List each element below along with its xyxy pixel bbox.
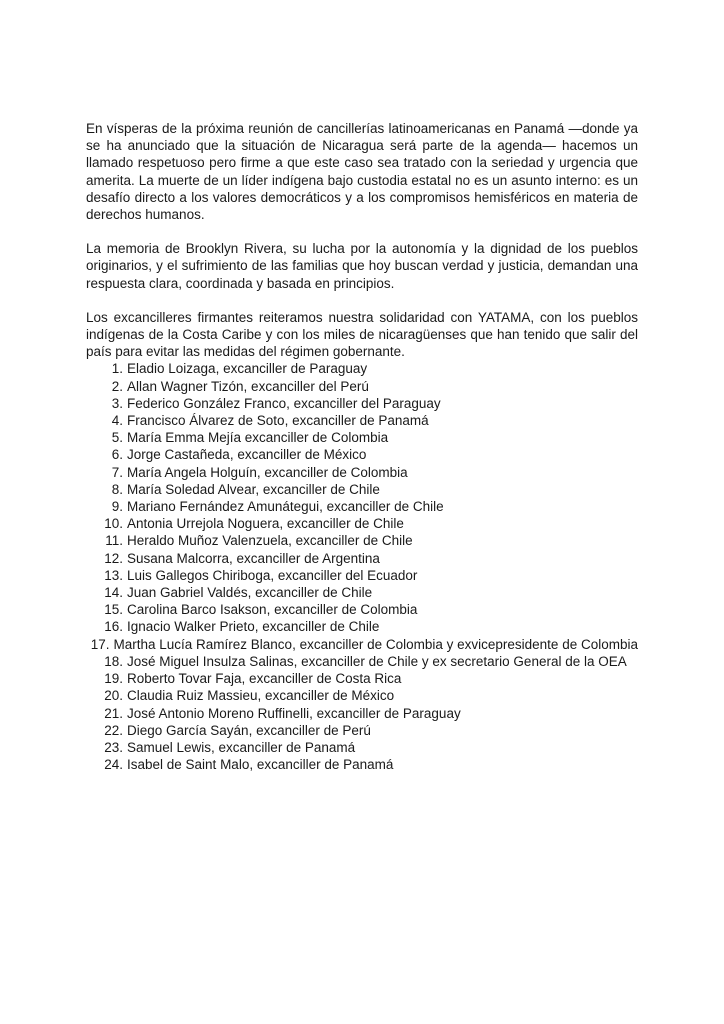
list-number: 21. bbox=[104, 705, 123, 721]
list-number: 4. bbox=[111, 413, 123, 429]
list-number: 3. bbox=[111, 395, 123, 411]
signatory-item bbox=[86, 481, 638, 498]
signatory-item bbox=[86, 705, 638, 722]
signatory-name: Samuel Lewis, excanciller de Panamá bbox=[127, 739, 356, 755]
signatory-item bbox=[86, 739, 638, 756]
signatory-item bbox=[86, 532, 638, 549]
signatory-name: Heraldo Muñoz Valenzuela, excanciller de Chile bbox=[127, 533, 413, 549]
signatory-name: Diego García Sayán, excanciller de Perú bbox=[127, 722, 371, 738]
signatory-item bbox=[86, 395, 638, 412]
signatory-name: Allan Wagner Tizón, excanciller del Perú bbox=[127, 378, 369, 394]
document-page bbox=[86, 120, 638, 773]
signatory-item bbox=[86, 636, 638, 653]
signatory-name: José Miguel Insulza Salinas, excanciller de Chile y ex secretario General de la OEA bbox=[127, 653, 627, 669]
list-number: 11. bbox=[105, 533, 123, 549]
list-number: 14. bbox=[104, 585, 123, 601]
signatory-name: Carolina Barco Isakson, excanciller de Colombia bbox=[127, 602, 418, 618]
signatory-item bbox=[86, 515, 638, 532]
signatory-item bbox=[86, 429, 638, 446]
list-number: 16. bbox=[104, 619, 123, 635]
signatory-name: Eladio Loizaga, excanciller de Paraguay bbox=[127, 361, 368, 377]
signatory-name: Francisco Álvarez de Soto, excanciller de Panamá bbox=[127, 413, 429, 429]
signatory-item bbox=[86, 756, 638, 773]
paragraph-solidarity: Los excancilleres firmantes reiteramos nuestra solidaridad con YATAMA, con los pueblos indígenas de la Costa Caribe y con los miles de nicaragüenses que han tenido que salir del país para evitar las medidas del régimen gobernante. bbox=[86, 309, 638, 360]
list-number: 5. bbox=[111, 430, 123, 446]
signatory-name: María Emma Mejía excanciller de Colombia bbox=[127, 430, 389, 446]
list-number: 12. bbox=[104, 550, 123, 566]
signatory-item bbox=[86, 464, 638, 481]
list-number: 8. bbox=[111, 481, 123, 497]
paragraph-intro: En vísperas de la próxima reunión de cancillerías latinoamericanas en Panamá —donde ya se ha anunciado que la situación de Nicaragua será parte de la agenda— hacemos un llamado respetuoso pero firme a que este caso sea tratado con la seriedad y urgencia que amerita. La muerte de un líder indígena bajo custodia estatal no es un asunto interno: es un desafío directo a los valores democráticos y a los compromisos hemisféricos en materia de derechos humanos. bbox=[86, 121, 638, 223]
signatory-name: María Soledad Alvear, excanciller de Chile bbox=[127, 481, 380, 497]
signatory-item bbox=[86, 360, 638, 377]
signatory-item bbox=[86, 567, 638, 584]
signatory-item bbox=[86, 584, 638, 601]
signatory-item bbox=[86, 670, 638, 687]
signatory-name: Mariano Fernández Amunátegui, excanciller de Chile bbox=[127, 499, 444, 515]
signatory-name: Claudia Ruiz Massieu, excanciller de México bbox=[127, 688, 395, 704]
signatory-name: Federico González Franco, excanciller del Paraguay bbox=[127, 395, 441, 411]
signatory-name: Juan Gabriel Valdés, excanciller de Chile bbox=[127, 585, 373, 601]
list-number: 10. bbox=[104, 516, 123, 532]
signatory-name: Antonia Urrejola Noguera, excanciller de Chile bbox=[127, 516, 404, 532]
list-number: 13. bbox=[104, 567, 123, 583]
signatory-name: Susana Malcorra, excanciller de Argentina bbox=[127, 550, 380, 566]
list-number: 6. bbox=[111, 447, 123, 463]
list-number: 17. bbox=[90, 636, 110, 652]
list-number: 9. bbox=[111, 499, 123, 515]
signatory-item bbox=[86, 498, 638, 515]
signatory-item bbox=[86, 653, 638, 670]
signatory-name: José Antonio Moreno Ruffinelli, excanciller de Paraguay bbox=[127, 705, 461, 721]
signatory-name: Jorge Castañeda, excanciller de México bbox=[127, 447, 367, 463]
signatory-item bbox=[86, 550, 638, 567]
signatory-item bbox=[86, 446, 638, 463]
signatory-name: Martha Lucía Ramírez Blanco, excanciller de Colombia y exvicepresidente de Colombia bbox=[113, 636, 638, 652]
list-number: 24. bbox=[104, 757, 123, 773]
signatory-name: Roberto Tovar Faja, excanciller de Costa Rica bbox=[127, 671, 402, 687]
signatory-name: Ignacio Walker Prieto, excanciller de Chile bbox=[127, 619, 380, 635]
list-number: 18. bbox=[104, 653, 123, 669]
signatory-item bbox=[86, 378, 638, 395]
list-number: 2. bbox=[111, 378, 123, 394]
signatory-item bbox=[86, 601, 638, 618]
signatory-name: Luis Gallegos Chiriboga, excanciller del Ecuador bbox=[127, 567, 418, 583]
signatory-item bbox=[86, 618, 638, 635]
list-number: 7. bbox=[111, 464, 123, 480]
signatory-name: María Angela Holguín, excanciller de Colombia bbox=[127, 464, 408, 480]
list-number: 1. bbox=[111, 361, 123, 377]
list-number: 23. bbox=[104, 739, 123, 755]
signatory-item bbox=[86, 722, 638, 739]
paragraph-memory: La memoria de Brooklyn Rivera, su lucha por la autonomía y la dignidad de los pueblos originarios, y el sufrimiento de las familias que hoy buscan verdad y justicia, demandan una respuesta clara, coordinada y basada en principios. bbox=[86, 241, 638, 291]
signatory-item bbox=[86, 412, 638, 429]
list-number: 15. bbox=[104, 602, 123, 618]
signatory-item bbox=[86, 687, 638, 704]
signatories-list bbox=[86, 360, 638, 773]
list-number: 19. bbox=[104, 671, 123, 687]
list-number: 20. bbox=[104, 688, 123, 704]
list-number: 22. bbox=[104, 722, 123, 738]
signatory-name: Isabel de Saint Malo, excanciller de Panamá bbox=[127, 757, 394, 773]
